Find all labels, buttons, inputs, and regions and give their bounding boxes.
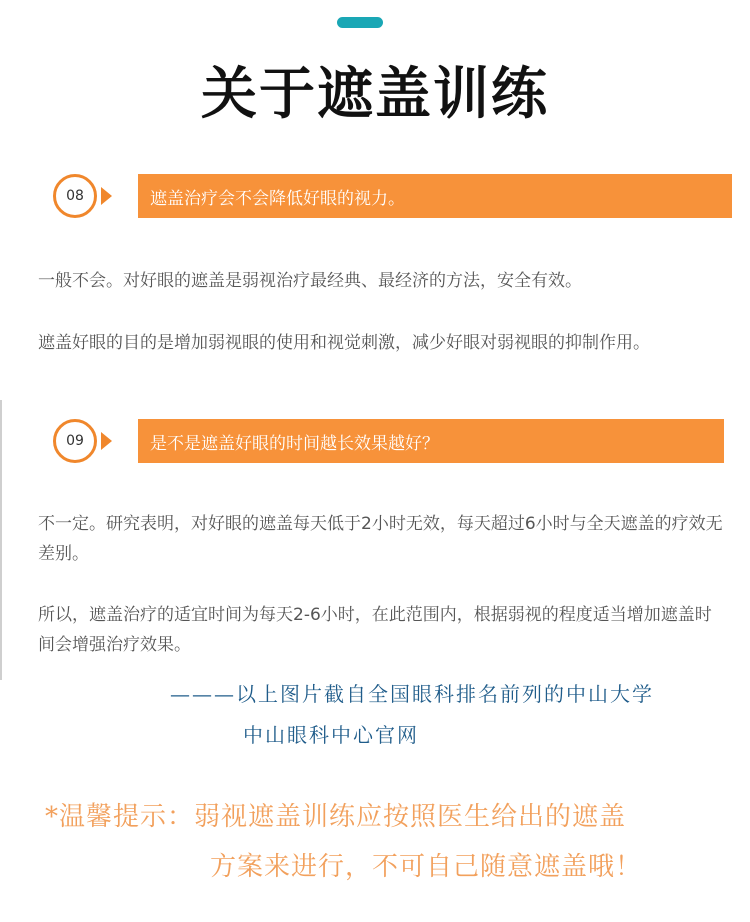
left-divider-line	[0, 400, 2, 680]
question-number-badge: 09	[53, 419, 97, 463]
answer-paragraph: 一般不会。对好眼的遮盖是弱视治疗最经典、最经济的方法，安全有效。	[38, 271, 582, 291]
question-number-badge: 08	[53, 174, 97, 218]
image-source-credit: ———以上图片截自全国眼科排名前列的中山大学	[170, 682, 654, 706]
question-banner: 遮盖治疗会不会降低好眼的视力。	[138, 174, 732, 218]
warm-tip: *温馨提示：弱视遮盖训练应按照医生给出的遮盖	[45, 802, 627, 832]
answer-paragraph: 所以，遮盖治疗的适宜时间为每天2-6小时，在此范围内，根据弱视的程度适当增加遮盖时间会增强治疗效果。	[38, 605, 712, 655]
answer-paragraph: 遮盖好眼的目的是增加弱视眼的使用和视觉刺激，减少好眼对弱视眼的抑制作用。	[38, 333, 650, 353]
page-title: 关于遮盖训练	[201, 62, 549, 127]
title-accent-bar	[337, 17, 383, 28]
answer-paragraph: 不一定。研究表明，对好眼的遮盖每天低于2小时无效，每天超过6小时与全天遮盖的疗效无差别。	[38, 514, 723, 564]
arrow-right-icon	[101, 187, 112, 205]
image-source-credit: 中山眼科中心官网	[243, 723, 419, 747]
arrow-right-icon	[101, 432, 112, 450]
question-banner: 是不是遮盖好眼的时间越长效果越好？	[138, 419, 724, 463]
warm-tip: 方案来进行，不可自己随意遮盖哦！	[210, 852, 643, 882]
